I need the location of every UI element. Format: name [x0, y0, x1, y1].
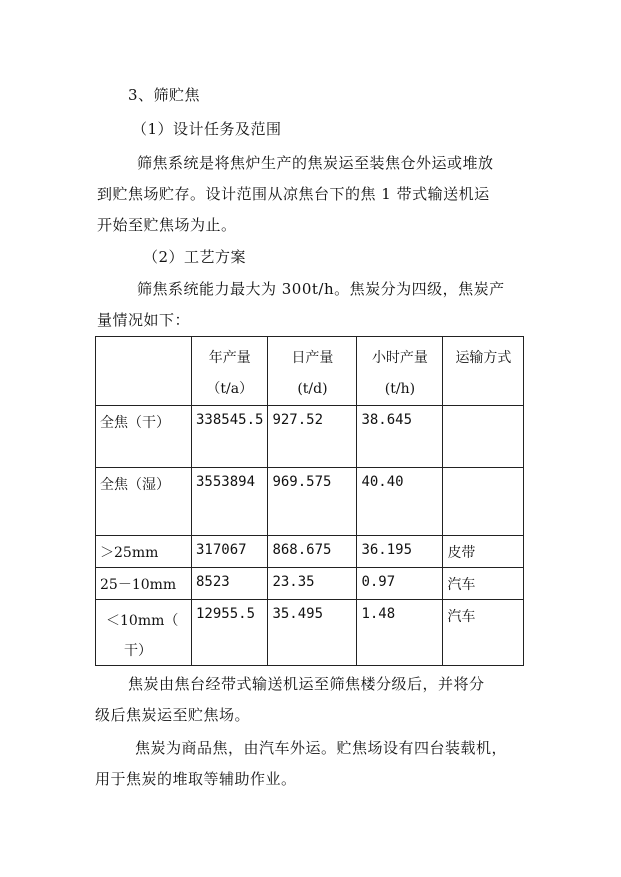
- row-name-cell: [96, 600, 192, 666]
- paragraph-line: 级后焦炭运至贮焦场。: [95, 706, 251, 724]
- row-hourly: 1.48: [357, 600, 443, 666]
- subsection-heading-process: （2）工艺方案: [143, 248, 247, 266]
- row-daily: 969.575: [268, 468, 357, 536]
- row-hourly: 38.645: [357, 406, 443, 468]
- row-daily: 868.675: [268, 536, 357, 568]
- row-transport: [443, 406, 524, 468]
- row-name: ＞25mm: [96, 536, 192, 568]
- row-name: 全焦（干）: [96, 406, 192, 468]
- paragraph-line: 筛焦系统是将焦炉生产的焦炭运至装焦仓外运或堆放: [137, 154, 494, 172]
- table-row: [96, 568, 524, 600]
- paragraph-line: 用于焦炭的堆取等辅助作业。: [95, 770, 297, 788]
- subsection-heading-scope: （1）设计任务及范围: [132, 120, 282, 138]
- paragraph-line: 量情况如下：: [97, 311, 191, 329]
- paragraph-line: 焦炭由焦台经带式输送机运至筛焦楼分级后，并将分: [128, 675, 485, 693]
- header-cell-annual: 年产量 （t/a）: [192, 337, 268, 406]
- header-cell-empty: [96, 337, 192, 406]
- paragraph-line: 开始至贮焦场为止。: [97, 216, 237, 234]
- row-annual: 12955.5: [192, 600, 268, 666]
- row-name: 25－10mm: [96, 568, 192, 600]
- header-cell-hourly: 小时产量 (t/h): [357, 337, 443, 406]
- row-daily: 927.52: [268, 406, 357, 468]
- row-daily: 35.495: [268, 600, 357, 666]
- row-annual: 338545.5: [192, 406, 268, 468]
- row-hourly: 36.195: [357, 536, 443, 568]
- row-annual: 3553894: [192, 468, 268, 536]
- production-table: [95, 336, 524, 666]
- table-row: [96, 600, 524, 666]
- row-transport: [443, 468, 524, 536]
- row-annual: 317067: [192, 536, 268, 568]
- paragraph-line: 焦炭为商品焦，由汽车外运。贮焦场设有四台装载机，: [135, 739, 508, 757]
- row-transport: 汽车: [443, 568, 524, 600]
- row-transport: 皮带: [443, 536, 524, 568]
- table-row: [96, 468, 524, 536]
- row-hourly: 0.97: [357, 568, 443, 600]
- table-row: [96, 536, 524, 568]
- row-daily: 23.35: [268, 568, 357, 600]
- paragraph-line: 筛焦系统能力最大为 300t/h。焦炭分为四级，焦炭产: [137, 280, 505, 298]
- row-name: ＜10mm（: [106, 613, 179, 629]
- section-heading: 3、筛贮焦: [128, 86, 201, 104]
- row-name-continuation: 干）: [124, 643, 152, 659]
- paragraph-line: 到贮焦场贮存。设计范围从凉焦台下的焦 1 带式输送机运: [97, 185, 490, 203]
- header-cell-daily: 日产量 (t/d): [268, 337, 357, 406]
- table-header-row: [96, 337, 524, 406]
- row-annual: 8523: [192, 568, 268, 600]
- header-cell-transport: 运输方式: [443, 337, 524, 406]
- row-hourly: 40.40: [357, 468, 443, 536]
- row-name: 全焦（湿）: [96, 468, 192, 536]
- row-transport: 汽车: [443, 600, 524, 666]
- table-row: [96, 406, 524, 468]
